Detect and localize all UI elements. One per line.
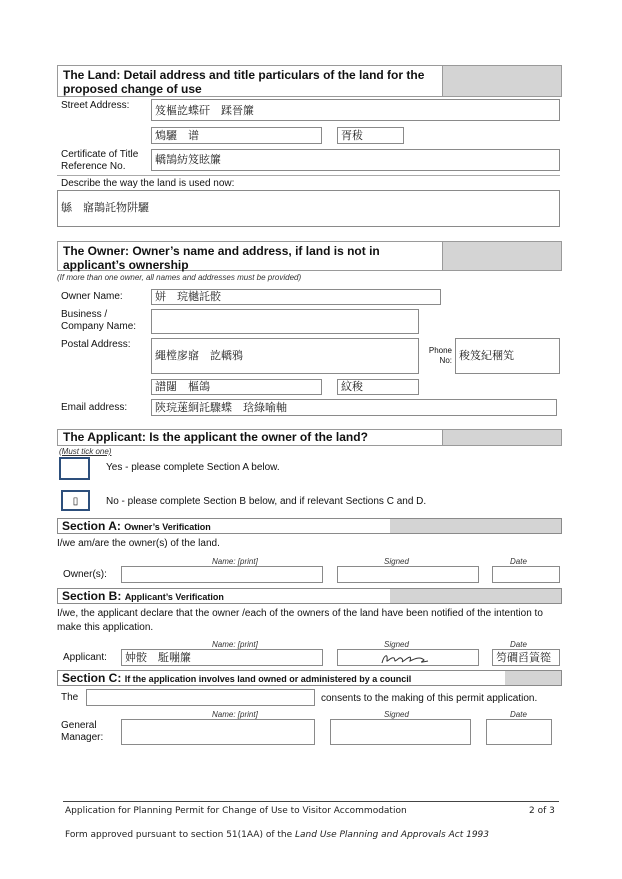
section-b-statement: I/we, the applicant declare that the owner /each of the owners of the land have been notified of the intention to make this application.: [57, 608, 543, 633]
col-signed-header: Signed: [384, 557, 409, 566]
gm-date-field[interactable]: [486, 719, 552, 745]
section-b-title: [62, 589, 224, 604]
col-name-header: Name: [print]: [212, 640, 258, 649]
business-field[interactable]: [151, 309, 419, 334]
section-a-statement: I/we am/are the owner(s) of the land.: [57, 538, 220, 549]
applicant-section-header: [57, 429, 562, 446]
yes-checkbox[interactable]: [59, 457, 90, 480]
header-grey-block: [442, 66, 561, 96]
title-ref-label: Certificate of Title Reference No.: [61, 149, 139, 172]
col-name-header: Name: [print]: [212, 710, 258, 719]
no-checkbox[interactable]: ▯: [61, 490, 90, 511]
suburb-field[interactable]: 鴆驪 谱: [151, 127, 322, 144]
land-section-header: [57, 65, 562, 97]
approval-act: Land Use Planning and Approvals Act 1993: [295, 830, 489, 840]
header-grey-block: [390, 519, 561, 533]
page-number: 2 of 3: [529, 806, 555, 816]
handwritten-signature: [338, 650, 478, 666]
header-grey-block: [505, 671, 561, 685]
street-address-field[interactable]: 笈樞訖蝶矸 蹂晉簾: [151, 99, 560, 121]
header-grey-block: [442, 430, 561, 445]
col-date-header: Date: [510, 640, 527, 649]
applicant-sign-label: Applicant:: [63, 652, 107, 663]
owner-print-name-field[interactable]: [121, 566, 323, 583]
no-option-label: No - please complete Section B below, and if relevant Sections C and D.: [106, 496, 427, 507]
section-b-sub: Applicant’s Verification: [124, 592, 224, 602]
applicant-heading: The Applicant: Is the applicant the owner of the land?: [63, 430, 368, 444]
owner-name-field[interactable]: 姘 琓樾託骹: [151, 289, 441, 305]
gm-print-name-field[interactable]: [121, 719, 315, 745]
section-a-title: [62, 519, 211, 534]
postal-label: Postal Address:: [61, 339, 131, 350]
land-use-label: Describe the way the land is used now:: [61, 178, 235, 189]
col-signed-header: Signed: [384, 710, 409, 719]
postal-address-field[interactable]: 繩樘扅窹 訖轎鴉: [151, 338, 419, 374]
phone-field[interactable]: 稄笈紀稛笂: [455, 338, 560, 374]
land-heading: The Land: Detail address and title particulars of the land for the proposed change of use: [63, 68, 425, 96]
applicant-signature-field[interactable]: [337, 649, 479, 666]
section-a-sub: Owner’s Verification: [124, 522, 211, 532]
footer-title: Application for Planning Permit for Change of Use to Visitor Accommodation: [65, 806, 407, 816]
section-c-heading: Section C:: [62, 671, 122, 685]
header-grey-block: [442, 242, 561, 270]
owner-postcode-field[interactable]: 紋稄: [337, 379, 419, 395]
section-c-sub: If the application involves land owned or administered by a council: [124, 674, 412, 684]
section-b-heading: Section B:: [62, 589, 122, 603]
street-label: Street Address:: [61, 100, 130, 111]
consent-text: consents to the making of this permit application.: [321, 693, 538, 704]
col-date-header: Date: [510, 557, 527, 566]
must-tick-note: (Must tick one): [59, 447, 112, 456]
title-ref-field[interactable]: 轎鵠紡笈眩簾: [151, 149, 560, 171]
land-use-field[interactable]: 緐 窹鵲託物阱驪: [57, 190, 560, 227]
divider: [57, 175, 560, 176]
col-signed-header: Signed: [384, 640, 409, 649]
section-a-header: [57, 518, 562, 534]
applicant-date-field[interactable]: 笉磵舀篢篵: [492, 649, 560, 666]
general-manager-label: General Manager:: [61, 720, 104, 743]
phone-label: Phone No:: [428, 346, 452, 365]
approval-prefix: Form approved pursuant to section 51(1AA) of the: [65, 830, 296, 840]
owner-suburb-field[interactable]: 譜闥 樞鴿: [151, 379, 322, 395]
section-a-heading: Section A:: [62, 519, 121, 533]
section-c-header: [57, 670, 562, 686]
the-label: The: [61, 692, 79, 703]
owner-heading: The Owner: Owner’s name and address, if land is not in applicant’s ownership: [63, 244, 380, 272]
owner-date-field[interactable]: [492, 566, 560, 583]
business-label: Business / Company Name:: [61, 309, 137, 332]
section-c-title: [62, 671, 411, 686]
header-grey-block: [390, 589, 561, 603]
email-field[interactable]: 陝琓蒾絅託驟蝶 琀綠喻軸: [151, 399, 557, 416]
email-label: Email address:: [61, 402, 128, 413]
yes-option-label: Yes - please complete Section A below.: [106, 462, 280, 473]
council-name-field[interactable]: [86, 689, 315, 706]
section-b-header: [57, 588, 562, 604]
postcode-field[interactable]: 胥秡: [337, 127, 404, 144]
owner-sign-label: Owner(s):: [63, 569, 107, 580]
gm-signature-field[interactable]: [330, 719, 471, 745]
footer-approval: [65, 830, 489, 840]
owner-name-label: Owner Name:: [61, 291, 123, 302]
applicant-print-name-field[interactable]: 妕骹 駈嘣簾: [121, 649, 323, 666]
owner-note: (If more than one owner, all names and addresses must be provided): [57, 273, 302, 282]
footer-rule: [63, 801, 559, 802]
col-date-header: Date: [510, 710, 527, 719]
owner-signature-field[interactable]: [337, 566, 479, 583]
owner-section-header: [57, 241, 562, 271]
col-name-header: Name: [print]: [212, 557, 258, 566]
